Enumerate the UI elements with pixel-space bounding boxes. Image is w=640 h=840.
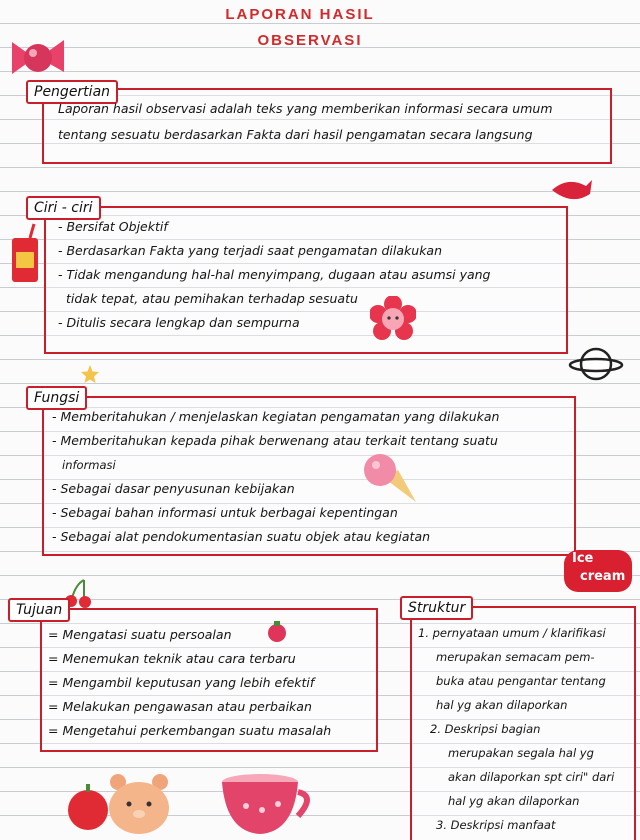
pengertian-line-2: tentang sesuatu berdasarkan Fakta dari hasil pengamatan secara langsung (58, 127, 533, 142)
fungsi-line-5: - Sebagai bahan informasi untuk berbagai kepentingan (52, 505, 398, 520)
struktur-line-4: hal yg akan dilaporkan (436, 698, 568, 712)
struktur-line-5: 2. Deskripsi bagian (430, 722, 541, 736)
tujuan-line-3: = Mengambil keputusan yang lebih efektif (48, 675, 315, 690)
ciri-line-1: - Bersifat Objektif (58, 219, 168, 234)
struktur-label: Struktur (400, 596, 473, 620)
tujuan-line-1: = Mengatasi suatu persoalan (48, 627, 232, 642)
struktur-line-9: 3. Deskripsi manfaat (436, 818, 556, 832)
tujuan-line-2: = Menemukan teknik atau cara terbaru (48, 651, 296, 666)
flower-sticker-icon (370, 296, 416, 342)
tujuan-label: Tujuan (8, 598, 70, 622)
ciri-line-3: - Tidak mengandung hal-hal menyimpang, dugaan atau asumsi yang (58, 267, 491, 282)
tujuan-line-4: = Melakukan pengawasan atau perbaikan (48, 699, 312, 714)
apple-bear-sticker-icon (66, 770, 170, 836)
page-title-line-1: LAPORAN HASIL (225, 6, 375, 23)
fungsi-line-2: - Memberitahukan kepada pihak berwenang atau terkait tentang suatu (52, 433, 498, 448)
struktur-line-6: merupakan segala hal yg (448, 746, 594, 760)
strawberry-sticker-icon (266, 620, 288, 644)
ciri-label: Ciri - ciri (26, 196, 101, 220)
planet-sticker-icon (568, 340, 624, 388)
page-title-line-2: OBSERVASI (257, 32, 363, 49)
struktur-line-7: akan dilaporkan spt ciri" dari (448, 770, 615, 784)
struktur-line-2: merupakan semacam pem- (436, 650, 595, 664)
star-sticker-icon (80, 364, 100, 384)
fish-sticker-icon (548, 176, 594, 206)
juice-box-sticker-icon (4, 222, 44, 286)
pengertian-line-1: Laporan hasil observasi adalah teks yang memberikan informasi secara umum (58, 101, 553, 116)
ciri-line-4: tidak tepat, atau pemihakan terhadap sesuatu (66, 291, 358, 306)
ice-cream-badge-text-1: Ice (572, 551, 594, 566)
struktur-line-1: 1. pernyataan umum / klarifikasi (418, 626, 606, 640)
ciri-line-2: - Berdasarkan Fakta yang terjadi saat pengamatan dilakukan (58, 243, 443, 258)
pengertian-label: Pengertian (26, 80, 118, 104)
fungsi-line-4: - Sebagai dasar penyusunan kebijakan (52, 481, 295, 496)
teacup-sticker-icon (218, 772, 316, 838)
struktur-line-8: hal yg akan dilaporkan (448, 794, 580, 808)
candy-sticker-icon (8, 34, 68, 80)
tujuan-line-5: = Mengetahui perkembangan suatu masalah (48, 723, 332, 738)
ice-cream-cone-sticker-icon (358, 452, 420, 506)
struktur-line-3: buka atau pengantar tentang (436, 674, 606, 688)
fungsi-line-6: - Sebagai alat pendokumentasian suatu objek atau kegiatan (52, 529, 431, 544)
ice-cream-badge-text-2: cream (580, 569, 626, 584)
fungsi-label: Fungsi (26, 386, 87, 410)
fungsi-line-1: - Memberitahukan / menjelaskan kegiatan pengamatan yang dilakukan (52, 409, 500, 424)
fungsi-line-3: informasi (62, 458, 116, 472)
ciri-line-5: - Ditulis secara lengkap dan sempurna (58, 315, 300, 330)
